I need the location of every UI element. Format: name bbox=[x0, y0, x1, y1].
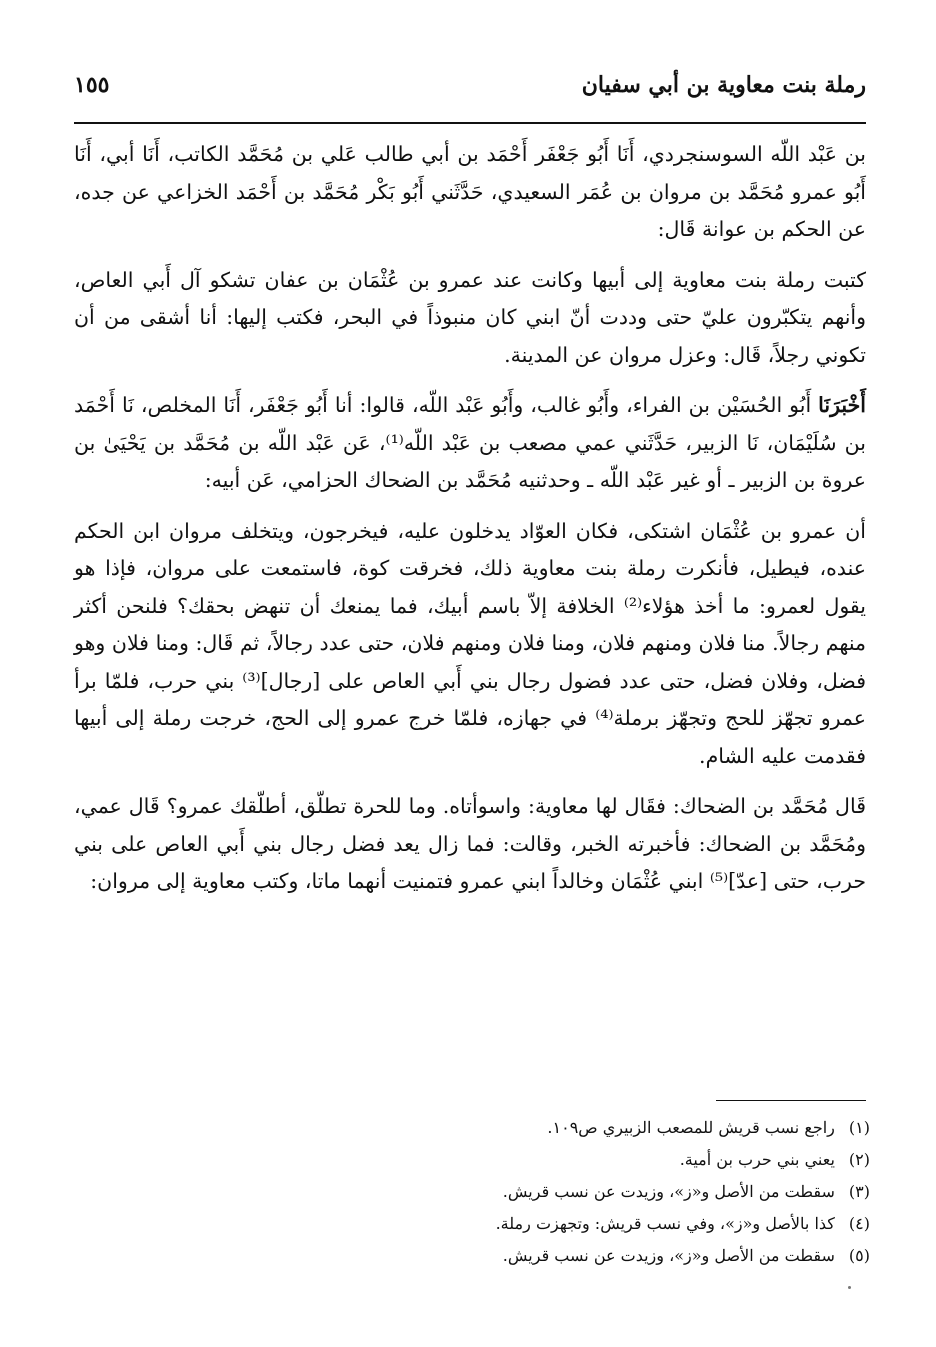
footnote-5 bbox=[74, 1240, 870, 1272]
paragraph-text: كتبت رملة بنت معاوية إلى أبيها وكانت عند عمرو بن عُثْمَان بن عفان تشكو آل أَبي العاص، وأنهم يتكبّرون عليّ حتى وددت أنّ ابني كان منبوذاً في البحر، فكتب إليها: أنا أشقى من أن تكوني رجلاً، قَال: وعزل مروان عن المدينة. bbox=[74, 267, 866, 367]
paragraph-muawiya-reply bbox=[74, 788, 866, 901]
main-text bbox=[74, 136, 866, 901]
footnote-text: كذا بالأصل و«ز»، وفي نسب قريش: وتجهزت رملة. bbox=[495, 1214, 835, 1233]
paragraph-chain-of-narration bbox=[74, 136, 866, 249]
page-header bbox=[74, 70, 866, 116]
paragraph-amr-illness bbox=[74, 513, 866, 776]
footnote-rule bbox=[716, 1100, 866, 1101]
footnote-text: سقطت من الأصل و«ز»، وزيدت عن نسب قريش. bbox=[502, 1246, 835, 1265]
footnote-number: (٤) bbox=[848, 1214, 870, 1233]
footnote-3 bbox=[74, 1176, 870, 1208]
header-rule bbox=[74, 122, 866, 124]
paragraph-akhbarana bbox=[74, 387, 866, 500]
paragraph-text: بن عَبْد اللّه السوسنجردي، أَنَا أَبُو جَعْفَر أَحْمَد بن أبي طالب عَلي بن مُحَمَّد الكاتب، أَنَا أبي، أَنَا أَبُو عمرو مُحَمَّد بن مروان بن عُمَر السعيدي، حَدَّثَني أَبُو بَكْر مُحَمَّد بن أَحْمَد الخزاعي عن جده، عن الحكم بن عوانة قَال: bbox=[74, 142, 866, 241]
paragraph-text: أن عمرو بن عُثْمَان اشتكى، فكان العوّاد يدخلون عليه، فيخرجون، ويتخلف مروان ابن الحكم عنده، فيطيل، فأنكرت رملة بنت معاوية ذلك، فخرقت كوة، فاستمعت على مروان، فإذا هو يقول لعمرو: ما أخذ هؤلاء⁽²⁾ الخلافة إلاّ باسم أبيك، فما يمنعك أن تنهض بحقك؟ فلنحن أكثر منهم رجالاً. منا فلان ومنهم فلان، ومنا فلان ومنهم فلان، حتى عدد رجالاً، ثم قَال: ومنا فلان وهو فضل، وفلان فضل، حتى عدد فضول رجال بني أَبي العاص على [رجال]⁽³⁾ بني حرب، فلمّا برأ عمرو تجهّز للحج وتجهّز برملة⁽⁴⁾ في جهازه، فلمّا خرج عمرو إلى الحج، خرجت رملة إلى أبيها فقدمت عليه الشام. bbox=[74, 518, 867, 768]
footnote-text: يعني بني حرب بن أمية. bbox=[679, 1150, 835, 1169]
footnote-1 bbox=[74, 1112, 870, 1144]
paragraph-text: قَال مُحَمَّد بن الضحاك: فقَال لها معاوية: واسوأتاه. وما للحرة تطلّق، أطلّقك عمرو؟ قَال عمي، ومُحَمَّد بن الضحاك: فأخبرته الخبر، وقالت: فما زال يعد فضل رجال بني أَبي العاص على بني حرب، حتى [عدّ]⁽⁵⁾ ابني عُثْمَان وخالداً ابني عمرو فتمنيت أنهما ماتا، وكتب معاوية إلى مروان: bbox=[74, 794, 866, 893]
footnote-text: راجع نسب قريش للمصعب الزبيري ص١٠٩. bbox=[547, 1118, 835, 1137]
footnote-text: سقطت من الأصل و«ز»، وزيدت عن نسب قريش. bbox=[502, 1182, 835, 1201]
page-number: ١٥٥ bbox=[74, 72, 110, 98]
paragraph-letter-of-ramla bbox=[74, 262, 866, 375]
running-title: رملة بنت معاوية بن أبي سفيان bbox=[581, 72, 866, 98]
paragraph-text: أَبُو الحُسَيْن بن الفراء، وأَبُو غالب، وأَبُو عَبْد اللّه، قالوا: أنا أَبُو جَعْفَر، أَنَا المخلص، نَا أَحْمَد بن سُلَيْمَان، نَا الزبير، حَدَّثَني عمي مصعب بن عَبْد اللّه⁽¹⁾، عَن عَبْد اللّه بن مُحَمَّد بن يَحْيَىٰ بن عروة بن الزبير ـ أو غير عَبْد اللّه ـ وحدثنيه مُحَمَّد بن الضحاك الحزامي، عَن أبيه: bbox=[74, 393, 866, 492]
footnote-number: (١) bbox=[848, 1118, 870, 1137]
footnote-number: (٢) bbox=[848, 1150, 870, 1169]
footnotes bbox=[74, 1112, 870, 1272]
footnote-2 bbox=[74, 1144, 870, 1176]
page-speck bbox=[848, 1286, 851, 1289]
footnote-number: (٣) bbox=[848, 1182, 870, 1201]
footnote-number: (٥) bbox=[848, 1246, 870, 1265]
paragraph-lead-word: أَخْبَرَنَا bbox=[818, 393, 866, 417]
footnote-4 bbox=[74, 1208, 870, 1240]
